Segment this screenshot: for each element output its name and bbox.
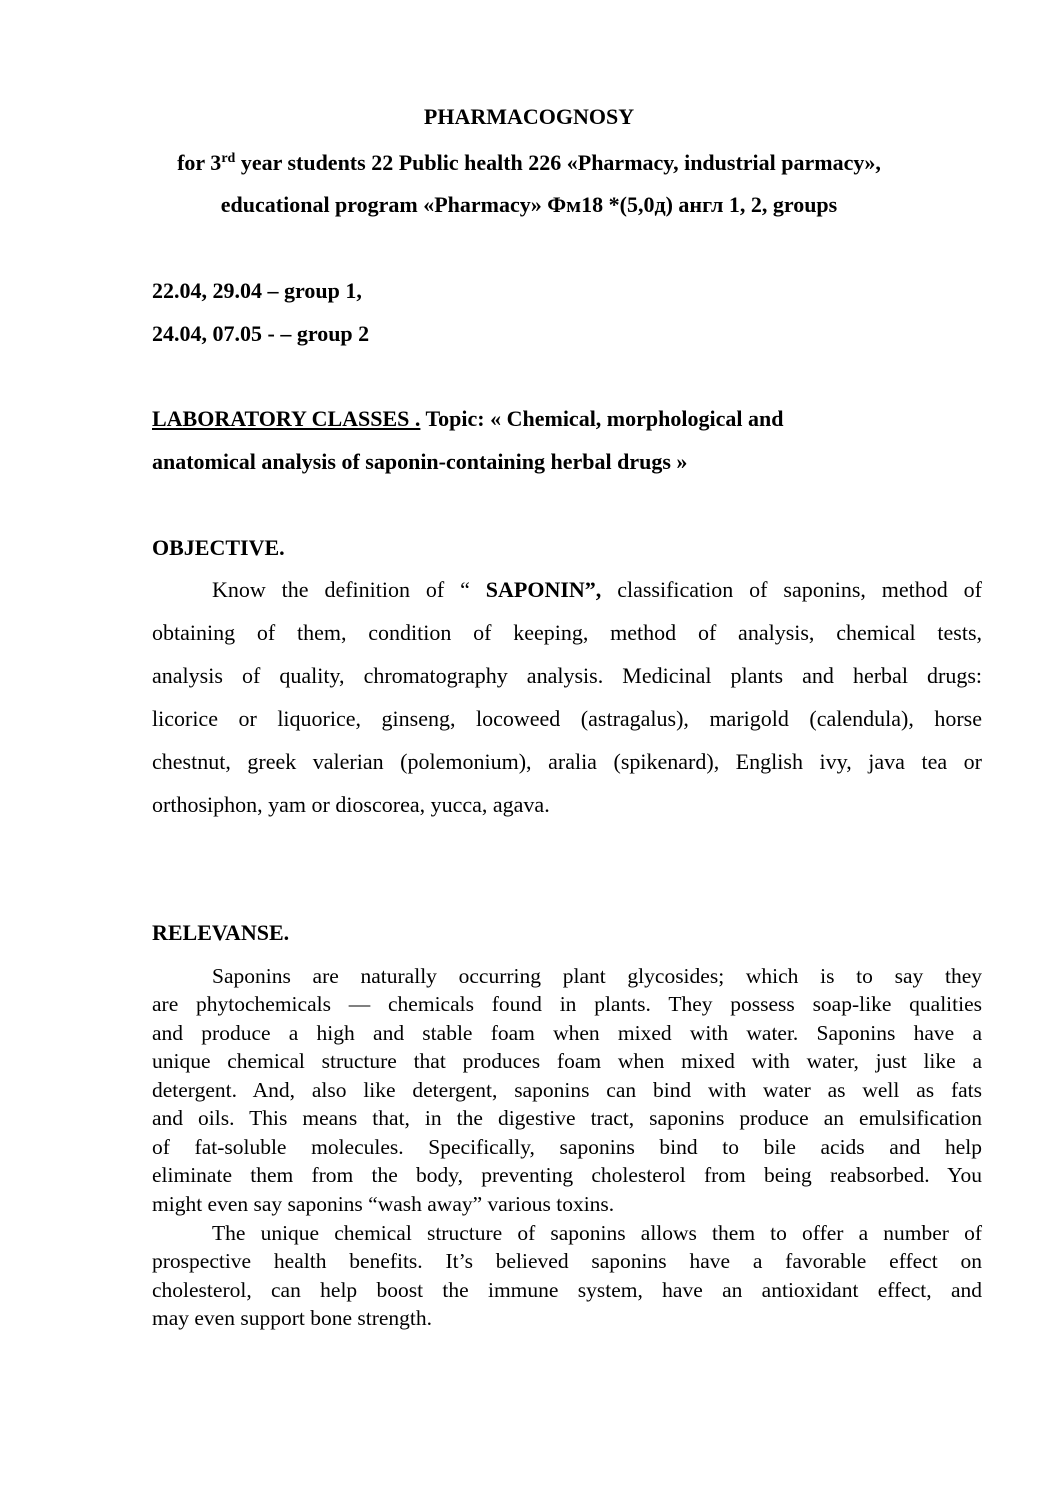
course-line bbox=[0, 150, 1058, 176]
saponin-term: SAPONIN”, bbox=[485, 577, 602, 602]
relevance-line: Saponins are naturally occurring plant glycosides; which is to say they bbox=[212, 964, 982, 988]
relevance-line: and produce a high and stable foam when mixed with water. Saponins have a bbox=[152, 1021, 982, 1045]
objective-line: licorice or liquorice, ginseng, locoweed (astragalus), marigold (calendula), horse bbox=[152, 706, 982, 731]
relevance-line: are phytochemicals — chemicals found in plants. They possess soap-like qualities bbox=[152, 992, 982, 1016]
objective-line: chestnut, greek valerian (polemonium), aralia (spikenard), English ivy, java tea or bbox=[152, 749, 982, 774]
relevance-line: may even support bone strength. bbox=[152, 1306, 433, 1330]
lab-topic-line-2: anatomical analysis of saponin-containing herbal drugs » bbox=[152, 449, 688, 474]
objective-line: analysis of quality, chromatography analysis. Medicinal plants and herbal drugs: bbox=[152, 663, 982, 688]
course-line-pre: for 3 bbox=[177, 150, 222, 175]
relevance-heading: RELEVANSE. bbox=[152, 920, 290, 945]
relevance-line: might even say saponins “wash away” various toxins. bbox=[152, 1192, 615, 1216]
relevance-line: detergent. And, also like detergent, saponins can bind with water as well as fats bbox=[152, 1078, 982, 1102]
program-line: educational program «Pharmacy» Фм18 *(5,0д) англ 1, 2, groups bbox=[220, 192, 838, 217]
objective-heading: OBJECTIVE. bbox=[152, 535, 285, 560]
schedule-group-2: 24.04, 07.05 - – group 2 bbox=[152, 321, 370, 346]
objective-line-pre: Know the definition of “ bbox=[212, 577, 486, 602]
relevance-line: eliminate them from the body, preventing cholesterol from being reabsorbed. You bbox=[152, 1163, 982, 1187]
objective-line-post: classification of saponins, method of bbox=[601, 577, 982, 602]
relevance-line: prospective health benefits. It’s believed saponins have a favorable effect on bbox=[152, 1249, 982, 1273]
objective-line: orthosiphon, yam or dioscorea, yucca, agava. bbox=[152, 792, 550, 817]
lab-topic-line-1 bbox=[152, 406, 783, 432]
document-title: PHARMACOGNOSY bbox=[423, 104, 635, 129]
schedule-group-1: 22.04, 29.04 – group 1, bbox=[152, 278, 362, 303]
course-line-sup: rd bbox=[221, 151, 236, 166]
lab-topic-text-1: Topic: « Chemical, morphological and bbox=[420, 406, 784, 431]
relevance-line: unique chemical structure that produces foam when mixed with water, just like a bbox=[152, 1049, 982, 1073]
objective-line bbox=[212, 577, 982, 603]
relevance-line: and oils. This means that, in the digestive tract, saponins produce an emulsification bbox=[152, 1106, 982, 1130]
lab-label: LABORATORY CLASSES . bbox=[152, 406, 421, 431]
relevance-line: cholesterol, can help boost the immune system, have an antioxidant effect, and bbox=[152, 1278, 982, 1302]
relevance-line: The unique chemical structure of saponins allows them to offer a number of bbox=[212, 1221, 982, 1245]
objective-line: obtaining of them, condition of keeping, method of analysis, chemical tests, bbox=[152, 620, 982, 645]
course-line-post: year students 22 Public health 226 «Pharmacy, industrial parmacy», bbox=[235, 150, 881, 175]
relevance-line: of fat-soluble molecules. Specifically, saponins bind to bile acids and help bbox=[152, 1135, 982, 1159]
